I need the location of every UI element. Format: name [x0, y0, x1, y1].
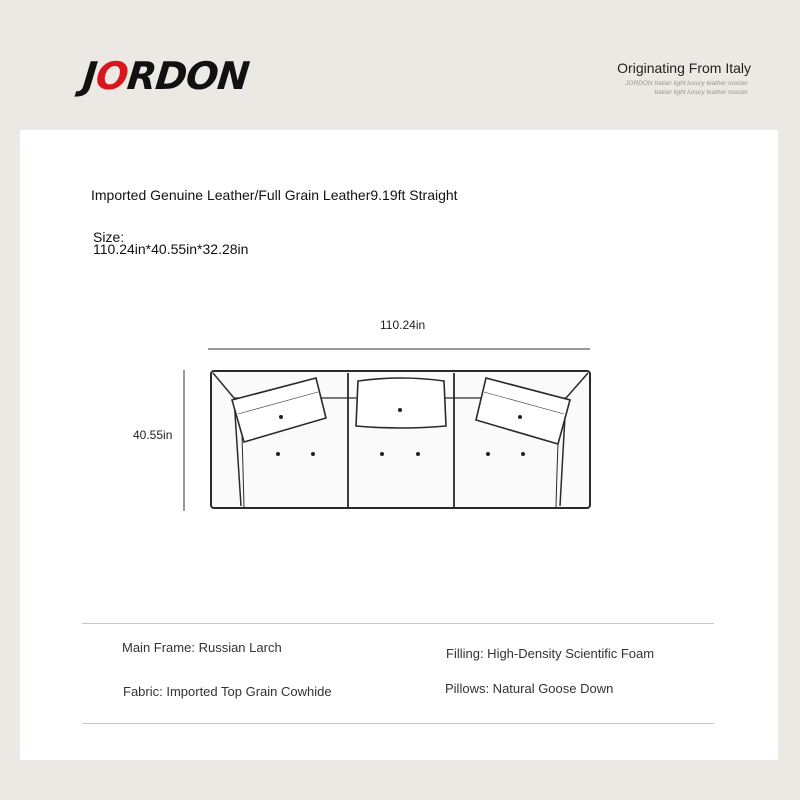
product-card	[20, 130, 778, 760]
size-value: 110.24in*40.55in*32.28in	[93, 241, 249, 257]
spec-fabric: Fabric: Imported Top Grain Cowhide	[123, 684, 332, 699]
spec-pillows: Pillows: Natural Goose Down	[445, 681, 614, 696]
brand-logo	[81, 56, 251, 96]
width-dimension-label: 110.24in	[380, 318, 426, 332]
size-label: Size:	[93, 229, 125, 245]
spec-filling: Filling: High-Density Scientific Foam	[446, 646, 655, 661]
brand-wordmark: JORDON	[80, 54, 251, 98]
depth-dimension-label: 40.55in	[133, 428, 173, 442]
divider-top	[82, 623, 714, 624]
tagline: Originating From Italy	[617, 60, 751, 76]
tagline-sub-2: Italian light luxury leather master	[654, 89, 748, 96]
tagline-sub-1: JORDON Italian light luxury leather master	[625, 80, 748, 87]
product-title: Imported Genuine Leather/Full Grain Leather9.19ft Straight	[91, 187, 458, 203]
sofa-top-view-diagram	[20, 130, 778, 760]
divider-bottom	[82, 723, 714, 724]
pillow-center	[356, 378, 446, 428]
spec-main-frame: Main Frame: Russian Larch	[122, 640, 282, 655]
